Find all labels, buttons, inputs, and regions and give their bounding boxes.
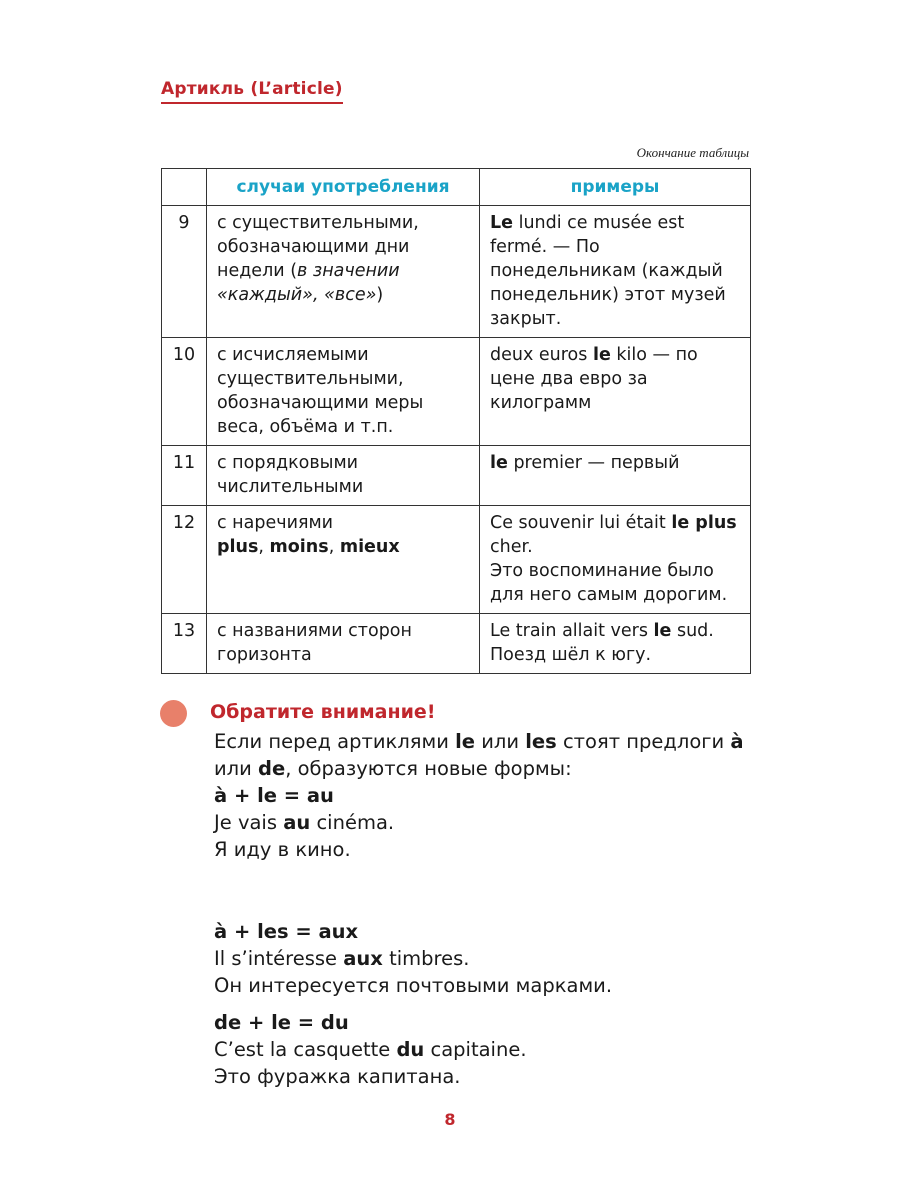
case-text: с порядковыми числительными xyxy=(217,453,364,497)
case-cell xyxy=(207,446,480,506)
table-caption: Окончание таблицы xyxy=(636,145,749,160)
example-text: Je vais xyxy=(214,811,284,834)
table-row xyxy=(162,506,751,614)
example-text: kilo — по цене два евро за килограмм xyxy=(490,345,698,413)
case-text: , xyxy=(258,537,270,557)
usage-table xyxy=(161,168,751,674)
table-header-row xyxy=(162,169,751,206)
example-translation: Поезд шёл к югу. xyxy=(490,645,652,665)
example-text: sud. xyxy=(671,621,714,641)
case-cell xyxy=(207,338,480,446)
example-text: capitaine. xyxy=(424,1038,527,1061)
example-text: cher. xyxy=(490,537,533,557)
case-text: с наречиями xyxy=(217,513,334,533)
formula xyxy=(214,918,774,945)
example-bold: du xyxy=(396,1038,425,1061)
intro-text: Если перед артиклями xyxy=(214,730,456,753)
russian-translation: Он интересуется почтовыми марками. xyxy=(214,974,613,997)
formula xyxy=(214,1009,774,1036)
note-body xyxy=(214,728,774,1090)
example-bold: le xyxy=(490,453,508,473)
row-number: 9 xyxy=(162,206,207,338)
example-text: deux euros xyxy=(490,345,593,365)
case-cell xyxy=(207,614,480,674)
table-row xyxy=(162,614,751,674)
formula-text: à + le = au xyxy=(214,784,334,807)
intro-bold: à xyxy=(730,730,744,753)
example-bold: le xyxy=(653,621,672,641)
page-number: 8 xyxy=(444,1110,456,1129)
header-num xyxy=(162,169,207,206)
intro-text: , образуются новые формы: xyxy=(285,757,572,780)
case-cell xyxy=(207,206,480,338)
example-text: cinéma. xyxy=(310,811,395,834)
example-bold: le plus xyxy=(671,513,737,533)
case-text: с исчисляемыми существительными, обозначающими меры веса, объёма и т.п. xyxy=(217,345,424,437)
header-cases: случаи употребления xyxy=(207,169,480,206)
example-text: Il s’intéresse xyxy=(214,947,344,970)
case-italic: в значении «каждый», «все» xyxy=(217,261,400,305)
case-text: с существительными, обозначающими дни недели ( xyxy=(217,213,419,281)
example-text: timbres. xyxy=(382,947,470,970)
case-bold: plus xyxy=(217,537,259,557)
case-text: , xyxy=(328,537,340,557)
note-title: Обратите внимание! xyxy=(210,701,436,723)
french-example xyxy=(214,945,774,972)
example-cell xyxy=(480,446,751,506)
table-row xyxy=(162,338,751,446)
note-intro xyxy=(214,728,774,782)
row-number: 13 xyxy=(162,614,207,674)
example-text: Le train allait vers xyxy=(490,621,654,641)
example-cell xyxy=(480,614,751,674)
russian-translation: Это фуражка капитана. xyxy=(214,1065,461,1088)
attention-dot-icon xyxy=(160,700,187,727)
french-example xyxy=(214,1036,774,1063)
example-cell xyxy=(480,206,751,338)
formula-text: à + les = aux xyxy=(214,920,359,943)
table-row xyxy=(162,446,751,506)
row-number: 11 xyxy=(162,446,207,506)
row-number: 12 xyxy=(162,506,207,614)
example-bold: le xyxy=(592,345,611,365)
example-bold: aux xyxy=(343,947,383,970)
case-text: с названиями сторон горизонта xyxy=(217,621,412,665)
example-bold: Le xyxy=(490,213,514,233)
intro-bold: le xyxy=(455,730,476,753)
example-text: Ce souvenir lui était xyxy=(490,513,672,533)
case-cell xyxy=(207,506,480,614)
example-translation: Это воспоминание было для него самым дорогим. xyxy=(490,561,728,605)
example-text: premier — первый xyxy=(507,453,680,473)
table-row xyxy=(162,206,751,338)
example-text: lundi ce musée est fermé. — По понедельникам (каждый понедельник) этот музей закрыт. xyxy=(490,213,726,329)
example-text: C’est la casquette xyxy=(214,1038,397,1061)
formula-text: de + le = du xyxy=(214,1011,349,1034)
intro-text: или xyxy=(475,730,526,753)
intro-bold: de xyxy=(258,757,286,780)
case-bold: mieux xyxy=(339,537,400,557)
russian-translation: Я иду в кино. xyxy=(214,838,351,861)
intro-text: стоят предлоги xyxy=(556,730,731,753)
row-number: 10 xyxy=(162,338,207,446)
case-bold: moins xyxy=(269,537,329,557)
example-cell xyxy=(480,338,751,446)
header-examples: примеры xyxy=(480,169,751,206)
section-title: Артикль (L’article) xyxy=(161,79,343,104)
intro-bold: les xyxy=(525,730,557,753)
example-cell xyxy=(480,506,751,614)
example-bold: au xyxy=(283,811,311,834)
intro-text: или xyxy=(214,757,259,780)
french-example xyxy=(214,809,774,836)
formula xyxy=(214,782,774,809)
case-text: ) xyxy=(376,285,384,305)
